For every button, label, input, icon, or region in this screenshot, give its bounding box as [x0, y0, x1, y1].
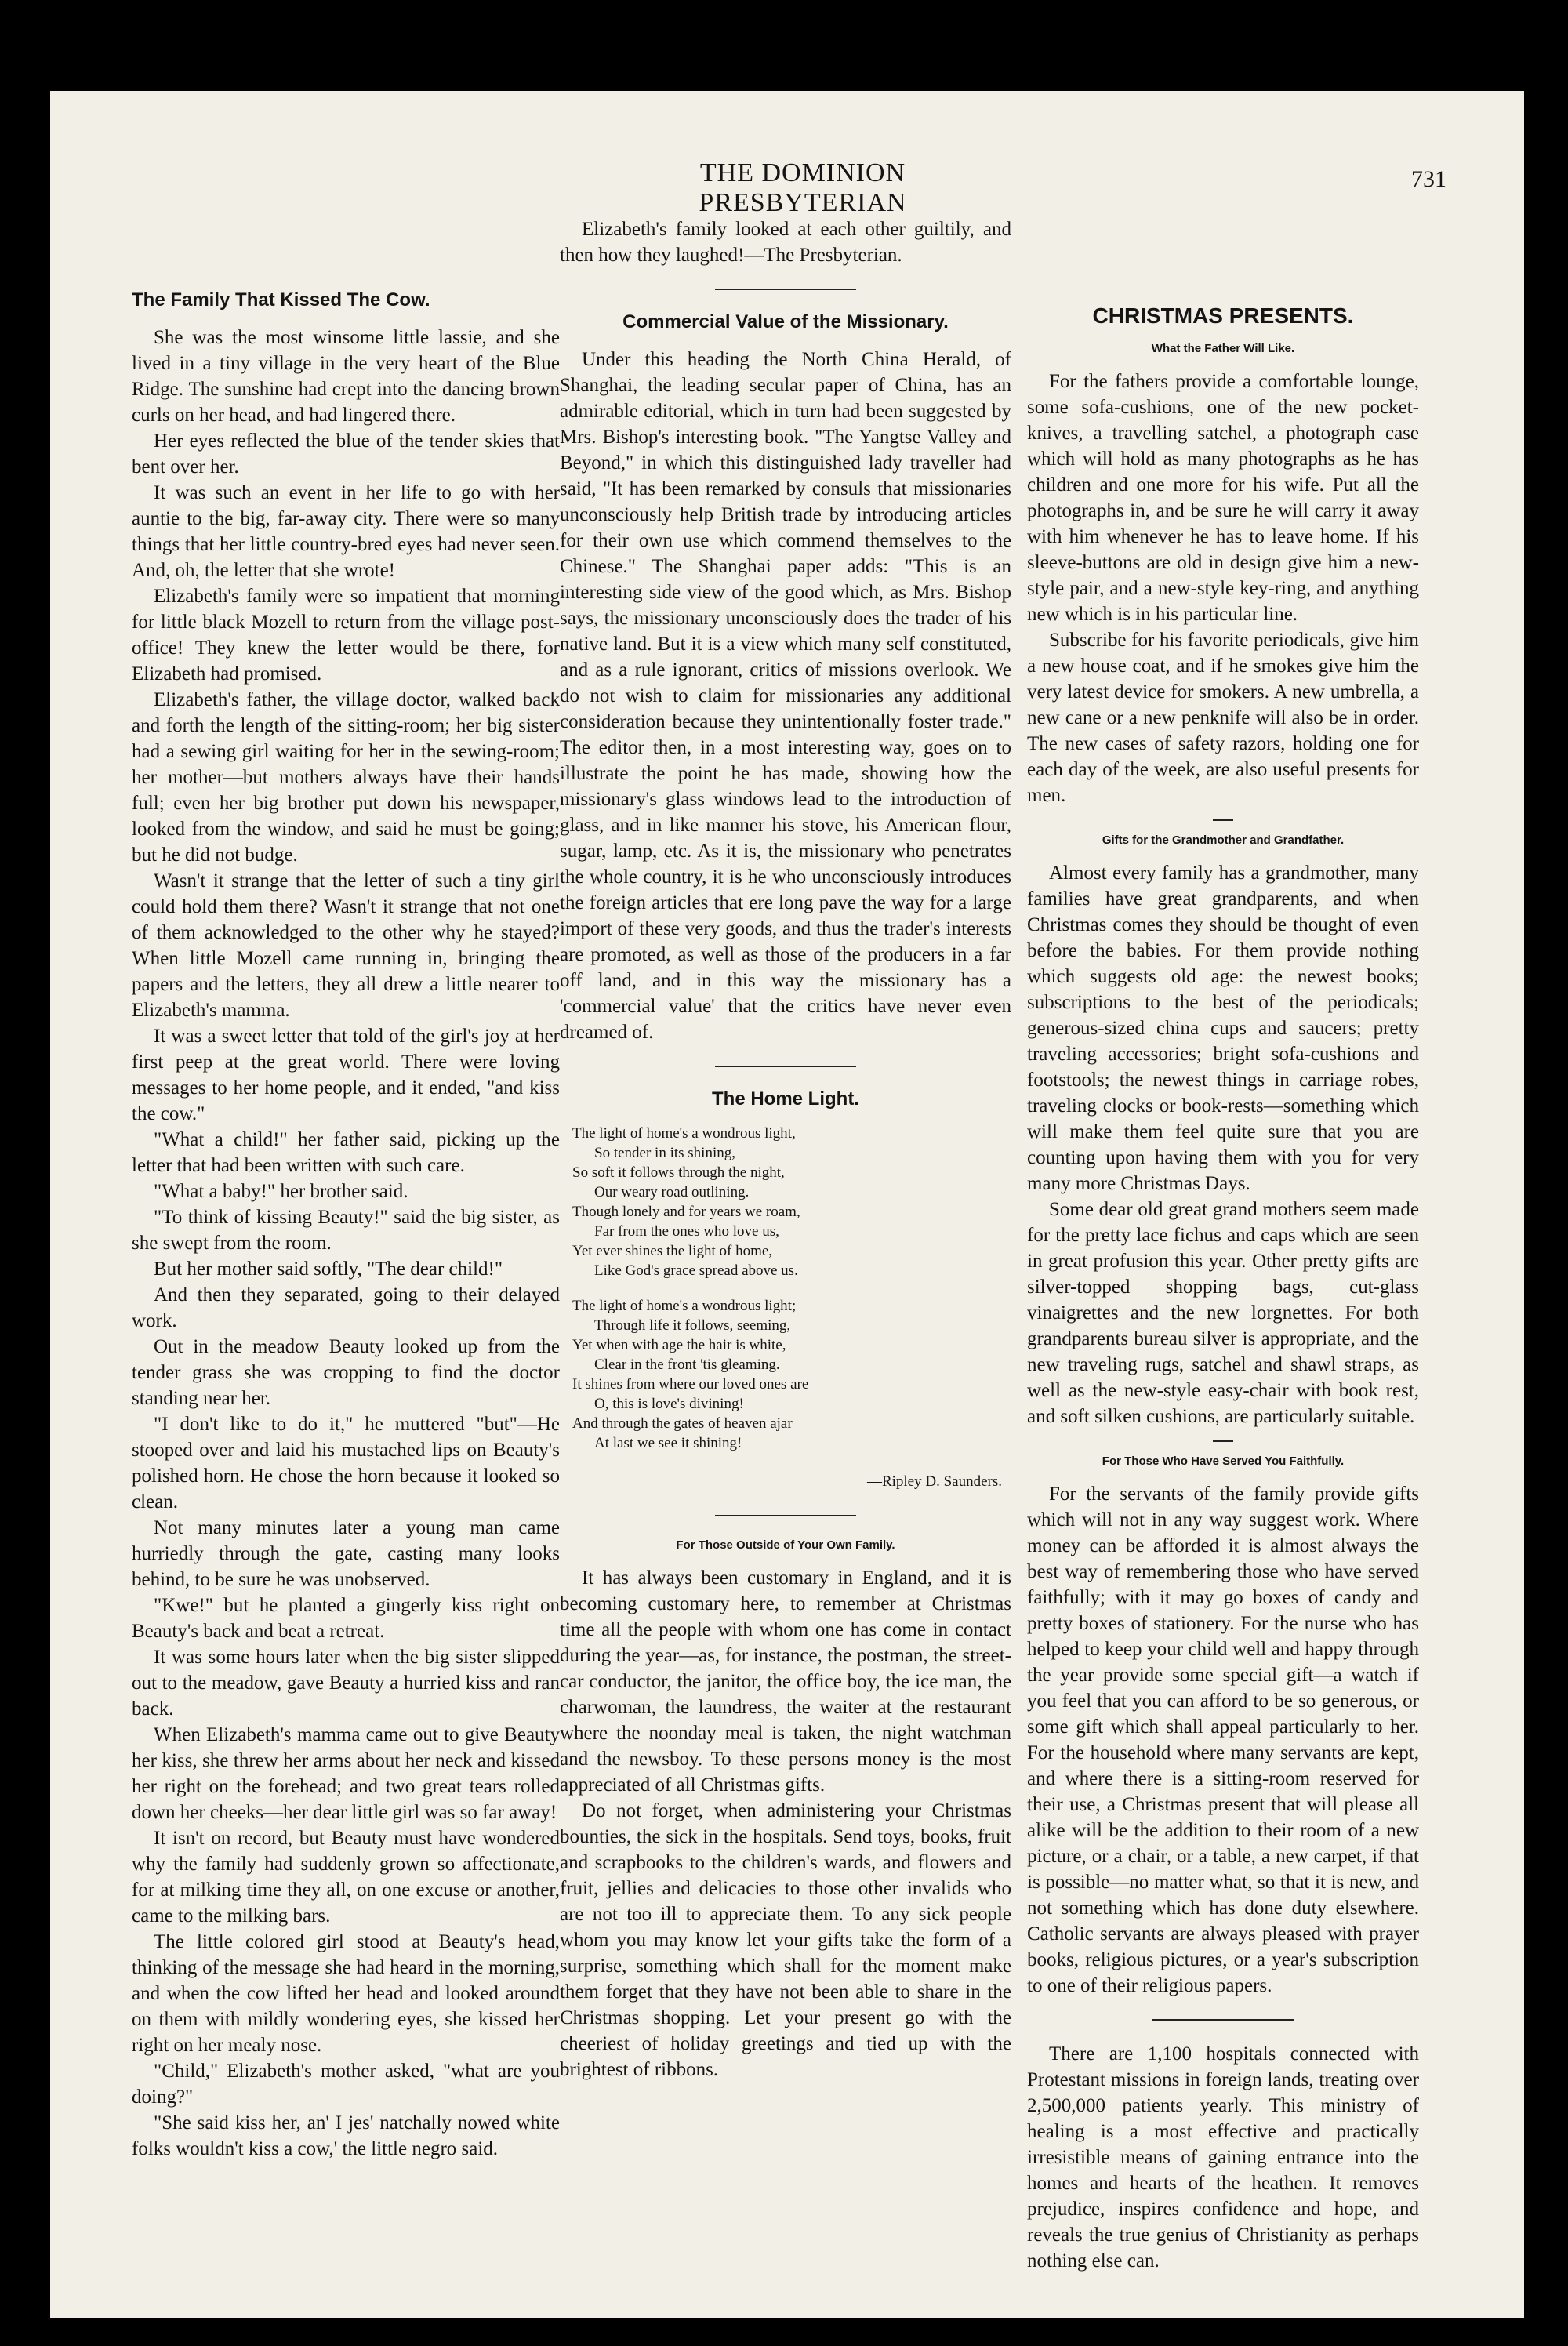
article-body-grandparents [1027, 860, 1419, 1429]
article-hospitals: There are 1,100 hospitals connected with Protestant missions in foreign lands, treating over 2,500,000 patients yearly. This ministry of healing is a most effective and practically irresistible means of gaining entrance into the homes and hearts of the heathen. It removes prejudice, inspires confidence and hope, and reveals the true genius of Christianity as perhaps nothing else can. [1027, 2043, 1419, 2272]
poem-line: Clear in the front 'tis gleaming. [594, 1356, 780, 1373]
article-headline-missionary: Commercial Value of the Missionary. [622, 311, 949, 332]
poem-line: And through the gates of heaven ajar [572, 1415, 793, 1432]
running-title: THE DOMINION PRESBYTERIAN [699, 158, 907, 217]
paragraph: For the servants of the family provide gifts which will not in any way suggest work. Where money can be afforded it is almost always the best way of remembering those who have served faithfully; with it may go boxes of candy and pretty boxes of stationery. For the nurse who has helped to keep your child well and happy through the year provide some special gift—a watch if you feel that you can afford to be so generous, or some gift which shall appeal particularly to her. For the household where many servants are kept, and where there is a sitting-room reserved for their use, a Christmas present that will please all alike will be the addition to their room of a new picture, or a chair, or a table, a new carpet, if that is possible—no matter what, so that it is new, and not something which has done duty elsewhere. Catholic servants are always pleased with prayer books, religious pictures, or a year's subscription to one of their religious papers. [1027, 1484, 1419, 1996]
poem-stanza [572, 1296, 1011, 1453]
paragraph: "Child," Elizabeth's mother asked, "what are you doing?" [132, 2061, 560, 2108]
section-headline-outside-family: For Those Outside of Your Own Family. [676, 1538, 895, 1552]
article-headline-cow: The Family That Kissed The Cow. [132, 289, 430, 310]
paragraph: For the fathers provide a comfortable lounge, some sofa-cushions, one of the new pocket-knives, a travelling satchel, a photograph case which will hold as many photographs as he has children and one more for his wife. Put all the photographs in, and be sure he will carry it away with him whenever he has to leave home. If his sleeve-buttons are old in design give him a new-style pair, and a new-style key-ring, and anything new which is in his particular line. [1027, 371, 1419, 625]
section-divider [715, 1515, 856, 1516]
paragraph: "What a baby!" her brother said. [154, 1181, 408, 1202]
section-divider [1152, 2019, 1294, 2021]
paragraph: Wasn't it strange that the letter of such a tiny girl could hold them there? Wasn't it strange that not one of them acknowledged to the other why he stayed? When little Mozell came running in, bringing the papers and the letters, they all drew a little nearer to Elizabeth's mamma. [132, 870, 560, 1021]
poem-author: —Ripley D. Saunders. [866, 1473, 1002, 1490]
subhead-grandparents: Gifts for the Grandmother and Grandfather. [1102, 833, 1345, 847]
poem-home-light [572, 1124, 1011, 1453]
article-body-servants [1027, 1481, 1419, 1999]
paragraph: Do not forget, when administering your Christmas bounties, the sick in the hospitals. Send toys, books, fruit and scrapbooks to the children's wards, and flowers and fruit, jellies and delicacies to those other invalids who are not too ill to appreciate them. To any sick people whom you may know let your gifts take the form of a surprise, something which shall for the moment make them forget that they have not been able to share in the Christmas shopping. Let your present go with the cheeriest of holiday greetings and tied up with the brightest of ribbons. [560, 1800, 1011, 2080]
poem-line: Yet ever shines the light of home, [572, 1243, 773, 1259]
poem-line: It shines from where our loved ones are— [572, 1376, 824, 1393]
paragraph: It was some hours later when the big sister slipped out to the meadow, gave Beauty a hurried kiss and ran back. [132, 1647, 560, 1720]
poem-title: The Home Light. [712, 1088, 859, 1109]
paragraph: "She said kiss her, an' I jes' natchally nowed white folks wouldn't kiss a cow,' the little negro said. [132, 2112, 560, 2159]
poem-line: The light of home's a wondrous light; [572, 1298, 797, 1314]
paragraph: Subscribe for his favorite periodicals, give him a new house coat, and if he smokes give him the very latest device for smokers. A new umbrella, a new cane or a new penknife will also be in order. The new cases of safety razors, holding one for each day of the week, are also useful presents for men. [1027, 630, 1419, 806]
poem-line: Like God's grace spread above us. [594, 1262, 798, 1279]
paragraph: Not many minutes later a young man came hurriedly through the gate, casting many looks behind, to be sure he was unobserved. [132, 1517, 560, 1590]
poem-line: The light of home's a wondrous light, [572, 1125, 796, 1142]
article-body-father [1027, 369, 1419, 808]
paragraph: Some dear old great grand mothers seem made for the pretty lace fichus and caps which are seen in great profusion this year. Other pretty gifts are silver-topped shopping bags, cut-glass vinaigrettes and the new lorgnettes. For both grandparents bureau silver is appropriate, and the new traveling rugs, satchel and shawl straps, as well as the new-style easy-chair with book rest, and soft silken cushions, are particularly suitable. [1027, 1199, 1419, 1427]
article-ending-cow: Elizabeth's family looked at each other guiltily, and then how they laughed!—The Presbyterian. [560, 219, 1011, 266]
paragraph: It isn't on record, but Beauty must have wondered why the family had suddenly grown so affectionate, for at milking time they all, on one excuse or another, came to the milking bars. [132, 1828, 560, 1927]
paragraph: She was the most winsome little lassie, and she lived in a tiny village in the very heart of the Blue Ridge. The sunshine had crept into the dancing brown curls on her head, and had lingered there. [132, 327, 560, 426]
poem-line: Far from the ones who love us, [594, 1223, 779, 1240]
section-dash [1213, 819, 1233, 821]
paragraph: "To think of kissing Beauty!" said the big sister, as she swept from the room. [132, 1207, 560, 1254]
section-dash [1213, 1440, 1233, 1442]
paragraph: "What a child!" her father said, picking up the letter that had been written with such care. [132, 1129, 560, 1176]
paragraph: Almost every family has a grandmother, many families have great grandparents, and when Christmas comes they should be thought of even before the babies. For them provide nothing which suggests old age: the newest books; subscriptions to the best of the periodicals; generous-sized china cups and saucers; pretty traveling accessories; bright sofa-cushions and footstools; the newest things in carriage robes, traveling clocks or book-rests—something which will make them feel quite sure that you are counting upon having them with you for very many more Christmas Days. [1027, 862, 1419, 1194]
paragraph: The little colored girl stood at Beauty's head, thinking of the message she had heard in the morning, and when the cow lifted her head and looked around on them with mildly wondering eyes, she kissed her right on her mealy nose. [132, 1931, 560, 2056]
poem-line: Our weary road outlining. [594, 1184, 750, 1200]
paragraph: When Elizabeth's mamma came out to give Beauty her kiss, she threw her arms about her neck and kissed her right on the forehead; and two great tears rolled down her cheeks—her dear little girl was so far away! [132, 1724, 560, 1823]
poem-line: Yet when with age the hair is white, [572, 1337, 786, 1353]
paragraph: But her mother said softly, "The dear child!" [154, 1258, 503, 1280]
paragraph: Elizabeth's father, the village doctor, walked back and forth the length of the sitting-room; her big sister had a sewing girl waiting for her in the sewing-room; her mother—but mothers always have their hands full; even her big brother put down his newspaper, looked from the window, and said he must be going; but he did not budge. [132, 689, 560, 866]
article-body-cow [132, 325, 560, 2162]
section-divider [715, 289, 856, 290]
paragraph: Out in the meadow Beauty looked up from the tender grass she was cropping to find the doctor standing near her. [132, 1336, 560, 1409]
article-headline-christmas: CHRISTMAS PRESENTS. [1092, 303, 1354, 328]
column-3 [1027, 216, 1419, 2274]
paragraph: "I don't like to do it," he muttered "but"—He stooped over and laid his mustached lips on Beauty's polished horn. He chose the horn because it looked so clean. [132, 1414, 560, 1513]
column-1 [132, 216, 560, 2162]
subhead-father: What the Father Will Like. [1151, 342, 1295, 355]
paragraph: It was such an event in her life to go with her auntie to the big, far-away city. There were so many things that her little country-bred eyes had never seen. And, oh, the letter that she wrote! [132, 482, 560, 581]
poem-stanza [572, 1124, 1011, 1280]
paragraph: Under this heading the North China Herald, of Shanghai, the leading secular paper of China, has an admirable editorial, which in turn had been suggested by Mrs. Bishop's interesting book. "The Yangtse Valley and Beyond," in which this distinguished lady traveller had said, "It has been remarked by consuls that missionaries unconsciously help British trade by introducing articles for their own use which commend themselves to the Chinese." The Shanghai paper adds: "This is an interesting side view of the good which, as Mrs. Bishop says, the missionary unconsciously does the trader of his native land. But it is a view which many self constituted, and as a rule ignorant, critics of missions overlook. We do not wish to claim for missionaries any additional consideration because they unintentionally foster trade." The editor then, in a most interesting way, goes on to illustrate the point he has made, showing how the missionary's glass windows lead to the introduction of glass, and in like manner his stove, his American flour, sugar, lamp, etc. As it is, the missionary who penetrates the whole country, it is he who unconsciously introduces the foreign articles that ere long pave the way for a large import of these very goods, and thus the trader's interests are promoted, as well as those of the producers in a far off land, and in this way the missionary has a 'commercial value' that the critics have never even dreamed of. [560, 349, 1011, 1043]
paragraph: Her eyes reflected the blue of the tender skies that bent over her. [132, 430, 560, 478]
article-body-outside-family [560, 1565, 1011, 2083]
paragraph: And then they separated, going to their delayed work. [132, 1284, 560, 1331]
subhead-servants: For Those Who Have Served You Faithfully. [1102, 1454, 1345, 1468]
poem-line: So soft it follows through the night, [572, 1164, 785, 1181]
poem-line: Though lonely and for years we roam, [572, 1204, 800, 1220]
poem-line: O, this is love's divining! [594, 1396, 744, 1412]
paragraph: It has always been customary in England, and it is becoming customary here, to remember at Christmas time all the people with whom one has come in contact during the year—as, for instance, the postman, the street-car conductor, the janitor, the office boy, the ice man, the charwoman, the laundress, the waiter at the restaurant where the noonday meal is taken, the night watchman and the newsboy. To these persons money is the most appreciated of all Christmas gifts. [560, 1567, 1011, 1796]
column-2 [560, 216, 1011, 2083]
section-divider [715, 1066, 856, 1067]
poem-line: At last we see it shining! [594, 1435, 742, 1451]
paragraph: Elizabeth's family were so impatient that morning for little black Mozell to return from the village post-office! They knew the letter would be there, for Elizabeth had promised. [132, 586, 560, 685]
poem-line: Through life it follows, seeming, [594, 1317, 791, 1334]
newspaper-page [50, 91, 1524, 2318]
paragraph: "Kwe!" but he planted a gingerly kiss right on Beauty's back and beat a retreat. [132, 1595, 560, 1642]
poem-line: So tender in its shining, [594, 1145, 735, 1161]
paragraph: It was a sweet letter that told of the girl's joy at her first peep at the great world. There were loving messages to her home people, and it ended, "and kiss the cow." [132, 1026, 560, 1124]
article-body-missionary [560, 347, 1011, 1045]
page-number: 731 [1411, 166, 1446, 192]
